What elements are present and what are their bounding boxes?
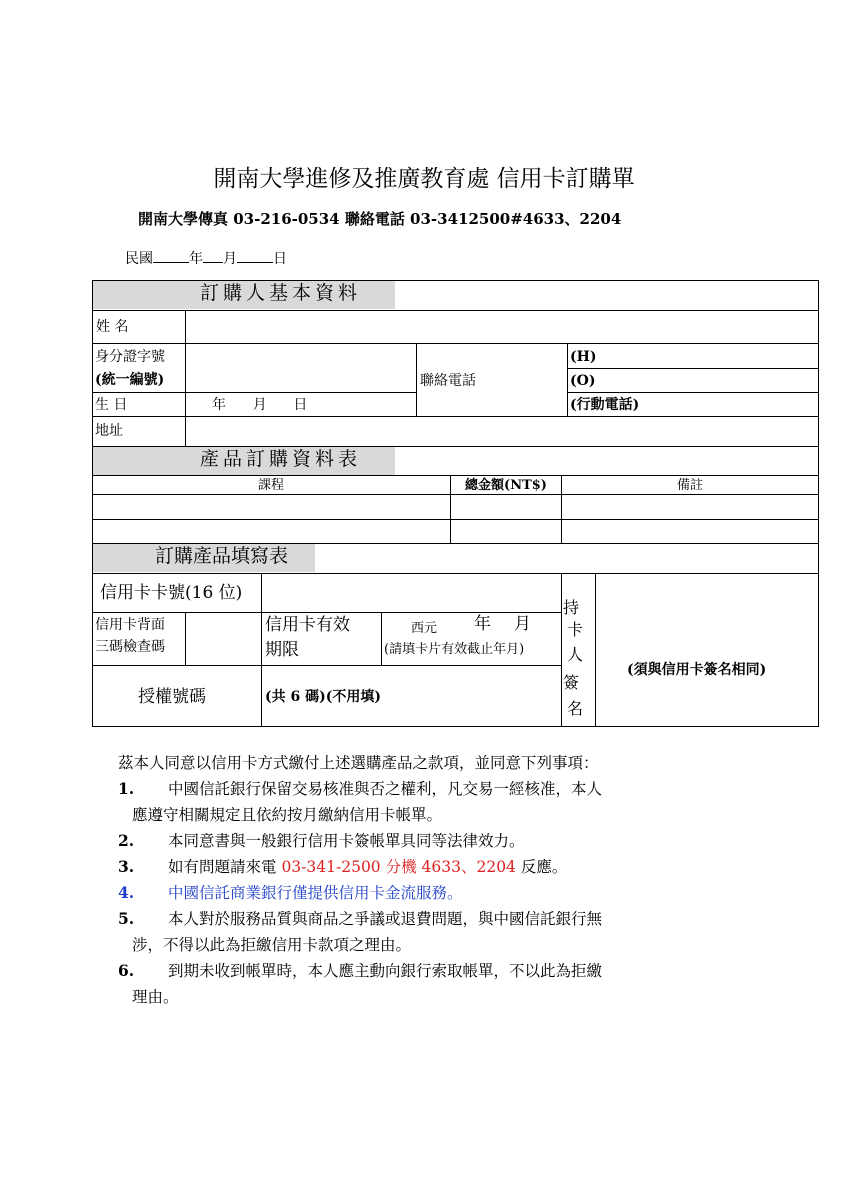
- term-item-2: [118, 828, 738, 854]
- term-text-end: 反應。: [515, 858, 568, 876]
- term-item-5: [118, 906, 738, 958]
- date-day-label: 日: [273, 251, 287, 267]
- phone-mobile-label[interactable]: (行動電話): [570, 397, 640, 413]
- term-text-continued: 理由。: [132, 988, 179, 1006]
- holder-signature-char-1: 持: [563, 598, 580, 617]
- holder-signature-char-3: 人: [567, 645, 584, 664]
- card-number-label: 信用卡卡號(16 位): [100, 583, 243, 603]
- tax-id-label: (統一編號): [95, 372, 165, 388]
- course-cell-1[interactable]: [94, 496, 449, 518]
- holder-signature-char-2: 卡: [567, 620, 584, 639]
- expiry-label-line1: 信用卡有效: [265, 615, 350, 635]
- id-field[interactable]: [187, 345, 415, 391]
- date-month-label: 月: [223, 251, 237, 267]
- name-field[interactable]: [187, 312, 816, 342]
- month-blank[interactable]: [203, 248, 223, 263]
- total-column-header: 總金額(NT$): [465, 478, 547, 493]
- expiry-label-line2: 期限: [265, 640, 299, 660]
- signature-note: (須與信用卡簽名相同): [627, 662, 767, 678]
- holder-signature-char-5: 名: [567, 699, 584, 718]
- card-section-heading: 訂購產品填寫表: [155, 545, 289, 567]
- phone-home-label[interactable]: (H): [570, 349, 597, 365]
- cvv-label-line1: 信用卡背面: [95, 617, 165, 633]
- holder-signature-char-4: 簽: [563, 673, 580, 692]
- product-section-heading: 產品訂購資料表: [200, 448, 362, 470]
- id-label: 身分證字號: [95, 349, 165, 365]
- term-item-3: [118, 854, 738, 880]
- term-text: 如有問題請來電: [168, 858, 282, 876]
- term-text: 中國信託商業銀行僅提供信用卡金流服務。: [168, 884, 463, 902]
- address-field[interactable]: [187, 418, 816, 445]
- term-text-continued: 應遵守相關規定且依約按月繳納信用卡帳單。: [132, 806, 443, 824]
- terms-section: [118, 750, 738, 1010]
- cvv-label-line2: 三碼檢查碼: [95, 639, 165, 655]
- contact-phone-highlight: 03-341-2500 分機 4633、2204: [281, 858, 516, 876]
- term-number: 2.: [118, 831, 135, 850]
- phone-office-label[interactable]: (O): [570, 373, 596, 389]
- term-text: 本人對於服務品質與商品之爭議或退費問題，與中國信託銀行無: [168, 910, 603, 928]
- auth-code-label: 授權號碼: [138, 687, 206, 707]
- term-number: 1.: [118, 779, 135, 798]
- term-number: 3.: [118, 857, 135, 876]
- date-prefix: 民國: [125, 251, 153, 267]
- card-number-field[interactable]: [263, 575, 560, 611]
- signature-field[interactable]: [597, 575, 817, 725]
- expiry-year[interactable]: 年: [474, 614, 491, 634]
- expiry-hint: (請填卡片有效截止年月): [384, 642, 525, 657]
- term-text: 中國信託銀行保留交易核准與否之權利，凡交易一經核准，本人: [168, 780, 603, 798]
- term-item-1: [118, 776, 738, 828]
- date-line: [125, 248, 287, 268]
- course-cell-2[interactable]: [94, 521, 449, 542]
- fax-and-phone-line: 開南大學傳真 03-216-0534 聯絡電話 03-3412500#4633、2204: [138, 210, 622, 228]
- birthday-field[interactable]: 年 月 日: [212, 397, 308, 413]
- terms-intro: 茲本人同意以信用卡方式繳付上述選購產品之款項，並同意下列事項：: [118, 754, 599, 772]
- auth-code-note: (共 6 碼)(不用填): [265, 689, 381, 705]
- term-text-continued: 涉，不得以此為拒繳信用卡款項之理由。: [132, 936, 412, 954]
- year-blank[interactable]: [153, 248, 189, 263]
- name-label: 姓 名: [96, 319, 129, 335]
- term-number: 5.: [118, 909, 135, 928]
- course-column-header: 課程: [257, 478, 284, 493]
- term-number: 4.: [118, 883, 135, 902]
- term-text: 到期未收到帳單時，本人應主動向銀行索取帳單，不以此為拒繳: [168, 962, 603, 980]
- phone-label: 聯絡電話: [420, 373, 476, 389]
- address-label: 地址: [95, 423, 123, 439]
- term-text: 本同意書與一般銀行信用卡簽帳單具同等法律效力。: [168, 832, 525, 850]
- note-column-header: 備註: [676, 478, 703, 493]
- birthday-label: 生 日: [95, 397, 128, 413]
- day-blank[interactable]: [237, 248, 273, 263]
- buyer-section-heading: 訂購人基本資料: [200, 282, 362, 304]
- date-year-label: 年: [189, 251, 203, 267]
- form-title: 開南大學進修及推廣教育處 信用卡訂購單: [213, 166, 635, 192]
- expiry-month[interactable]: 月: [514, 614, 531, 634]
- term-item-4: [118, 880, 738, 906]
- term-item-6: [118, 958, 738, 1010]
- cvv-field[interactable]: [187, 614, 260, 664]
- expiry-era: 西元: [411, 621, 438, 636]
- term-number: 6.: [118, 961, 135, 980]
